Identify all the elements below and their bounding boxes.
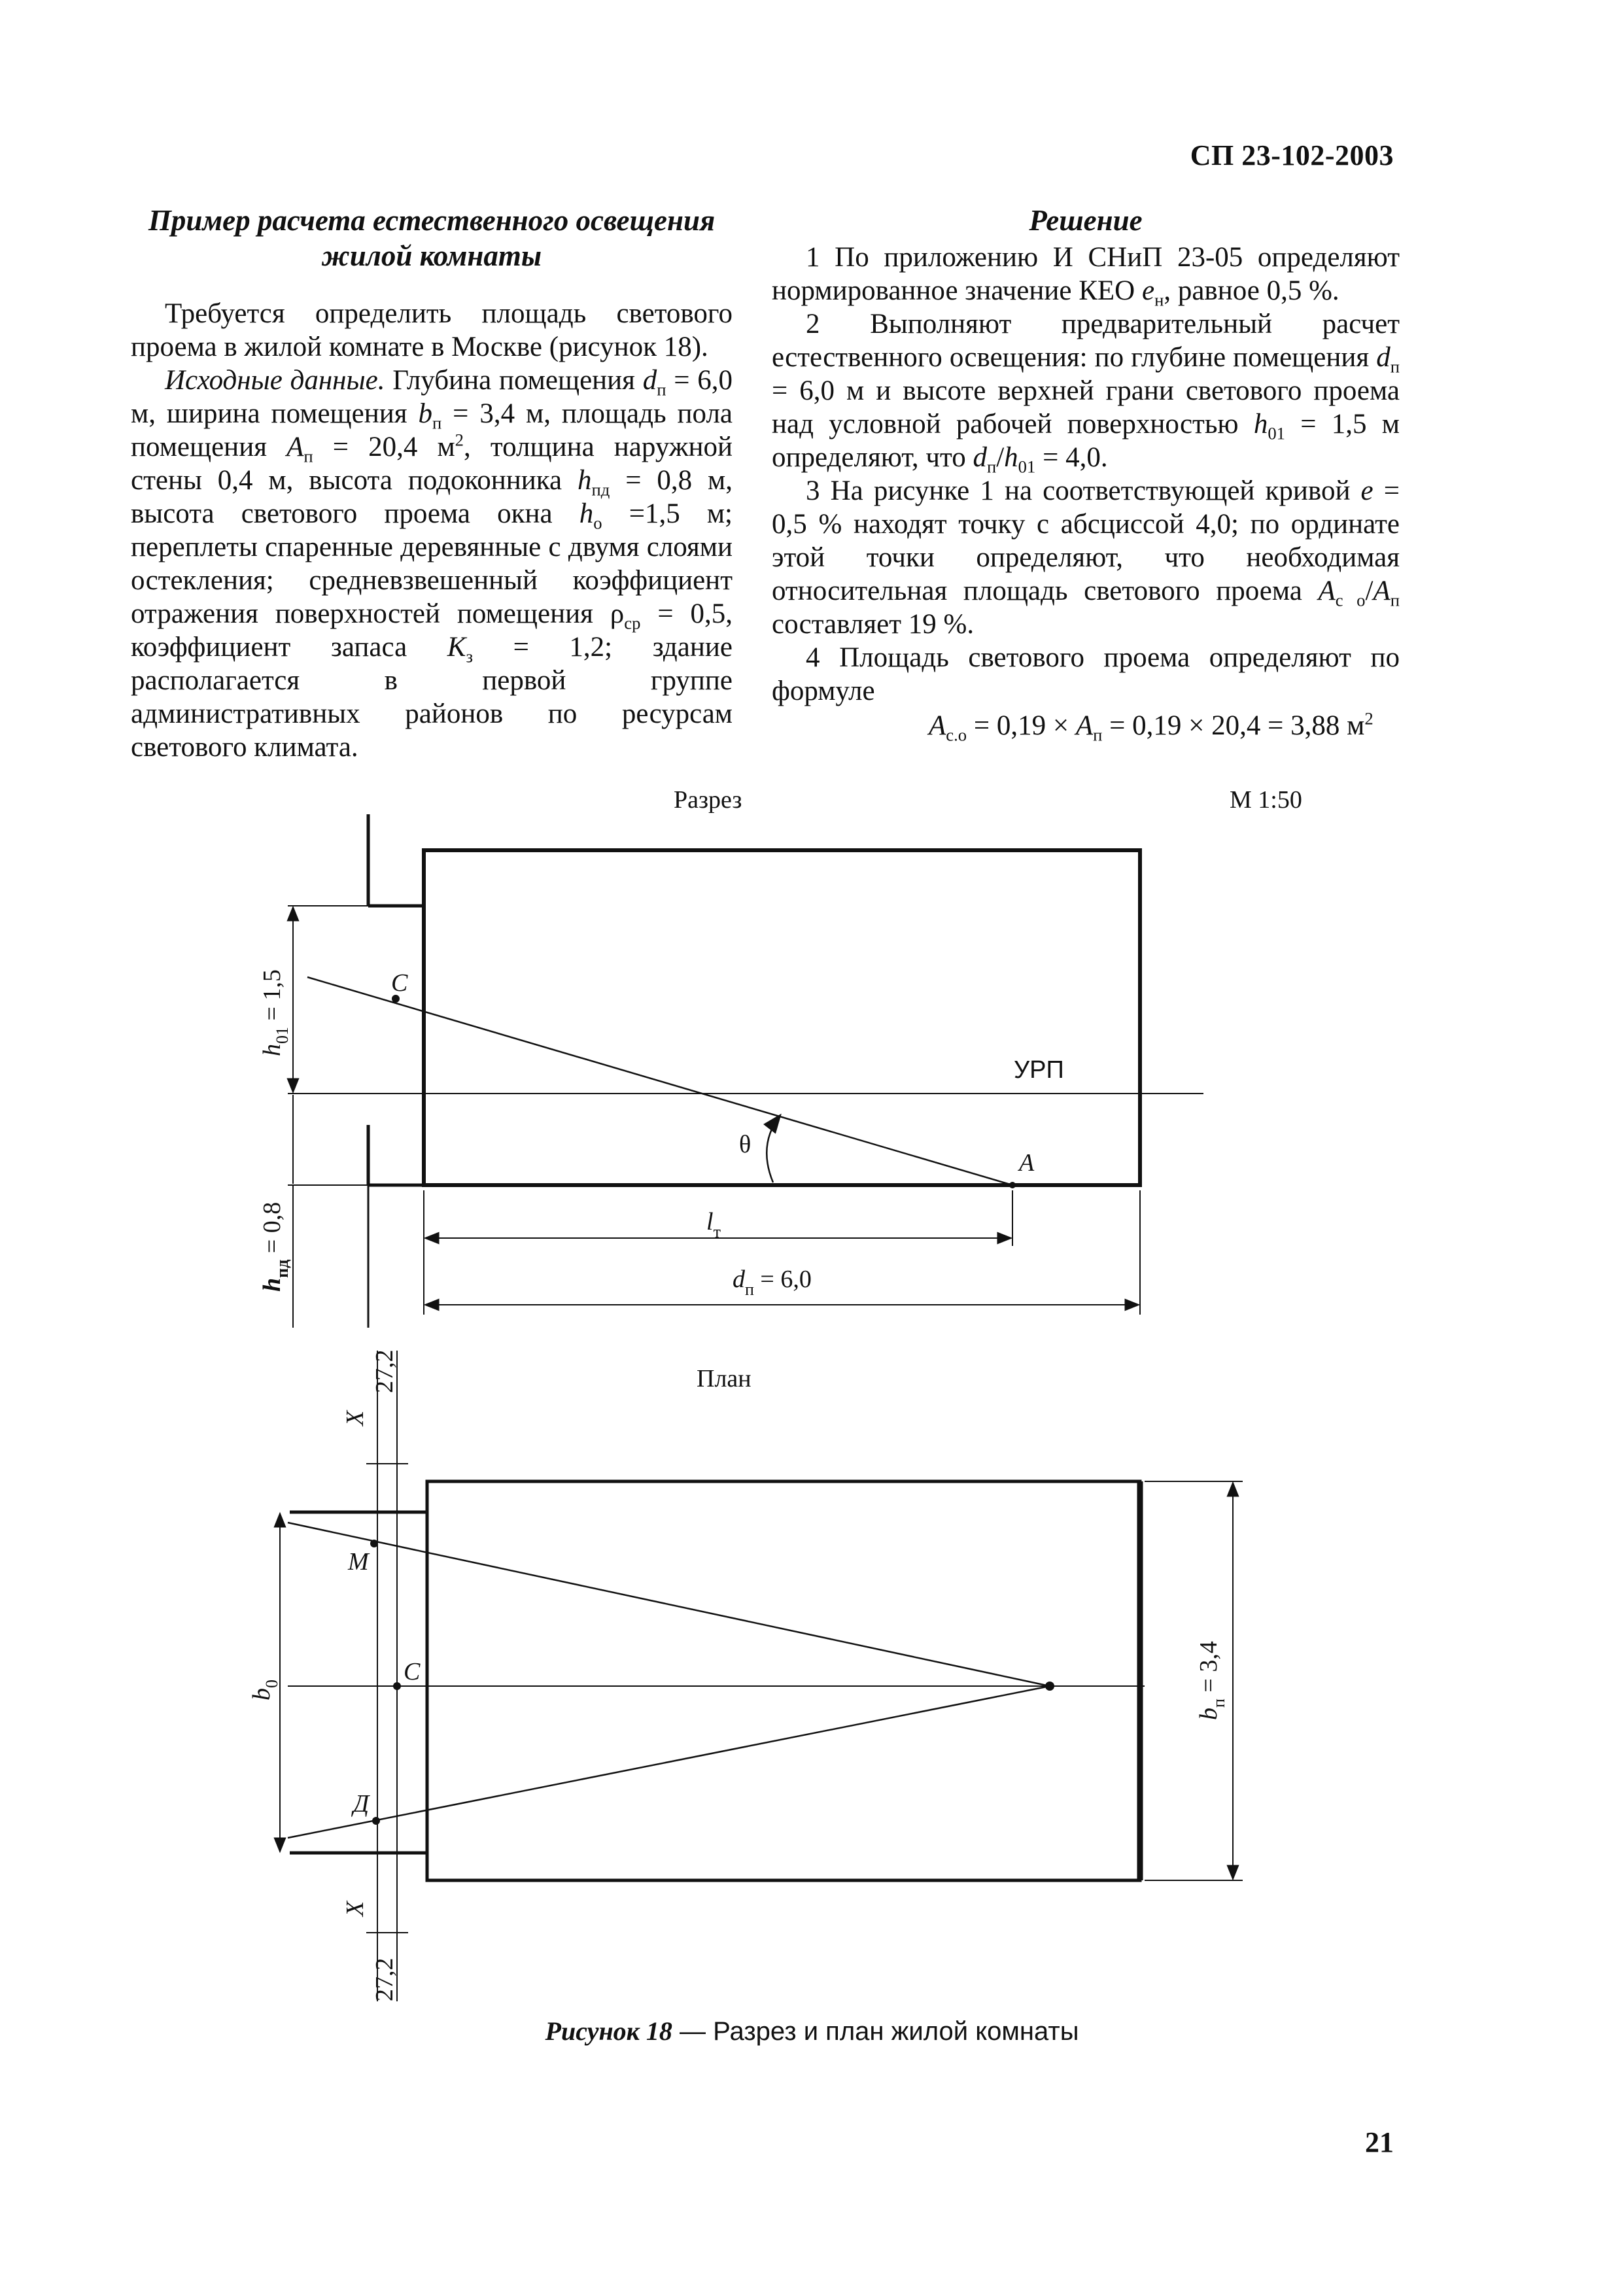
document-code: СП 23-102-2003 [1190, 139, 1394, 171]
bp-dimension [1145, 1481, 1243, 1880]
x-label-bottom: X [341, 1901, 369, 1916]
point-c2-marker [393, 1682, 401, 1690]
h01-dimension [288, 906, 368, 1328]
solution-title: Решение [1029, 204, 1143, 237]
section-wall [368, 814, 424, 1328]
section-sight-line [307, 977, 1012, 1185]
urp-label: УРП [1014, 1056, 1064, 1084]
point-m-label: М [348, 1548, 369, 1576]
bp-label: $b_п = 3,4$ [1195, 1641, 1228, 1720]
section-room-outline [424, 850, 1140, 1185]
point-c-label: С [391, 969, 408, 997]
plan-room-outline [427, 1481, 1140, 1880]
input-data-paragraph: Исходные данные. Глубина помещения $d_п = 6,0$ м, ширина помещения $b_п = 3,4$ м, площадь пола помещения $A_п = 20,4$ $м^2$, толщина наружной стены 0,4 м, высота подоконника $h_{пд} = 0,8$ м, высота светового проема окна $h_о =1,5$ м; переплеты спаренные деревянные с двумя слоями остекления; средневзвешенный коэффициент отражения поверхностей помещения $\rho_{ср} = 0,5$, коэффициент запаса $K_з = 1,2$; здание располагается в первой группе административных районов по ресурсам светового климата. [131, 365, 733, 763]
point-a-marker [1009, 1182, 1016, 1188]
h01-label: $h_{01} = 1,5$ [258, 969, 292, 1056]
plan-vertex-point [1045, 1682, 1054, 1691]
example-title: Пример расчета естественного освещения жилой комнаты [148, 204, 716, 272]
area-formula: $A_{с.о} = 0,19 \times A_п = 0,19 \times 20,4 = 3,88$ $м^2$ [929, 708, 1373, 745]
page-number: 21 [1365, 2126, 1394, 2158]
lt-dimension [424, 1190, 1140, 1315]
plan-axis-lines [366, 1351, 408, 2001]
plan-title: План [697, 1365, 752, 1392]
point-d-label: Д [353, 1790, 370, 1818]
point-m-marker [370, 1540, 378, 1547]
step-3: 3 На рисунке 1 на соответствующей кривой e = 0,5 % находят точку с абсциссой 4,0; по ординате этой точки определяют, что необходимая относительная площадь светового проема $A_{с о}/A_п$ составляет 19 %. [772, 475, 1400, 640]
plan-sight-line-bottom [288, 1686, 1050, 1838]
point-d-marker [372, 1817, 380, 1825]
figure-caption [0, 2016, 1624, 2046]
caption-label: Рисунок 18 [545, 2016, 672, 2046]
step-4: 4 Площадь светового проема определяют по формуле [772, 642, 1400, 706]
b0-label: $b_0$ [248, 1680, 281, 1700]
theta-arc [767, 1115, 780, 1182]
hpd-label: $h_{пд} = 0,8$ [258, 1201, 292, 1292]
dim-27-2-top: 27,2 [371, 1349, 398, 1393]
input-data-label: Исходные данные. [165, 365, 385, 396]
dim-27-2-bottom: 27,2 [371, 1958, 398, 2001]
task-paragraph: Требуется определить площадь светового проема в жилой комнате в Москве (рисунок 18). [131, 298, 733, 362]
theta-label: θ [739, 1131, 752, 1158]
step-1: 1 По приложению И СНиП 23-05 определяют нормированное значение КЕО $e_н$, равное 0,5 %. [772, 242, 1400, 310]
x-label-top: X [341, 1410, 369, 1426]
lt-label: $l_т$ [706, 1208, 721, 1241]
point-c2-label: С [404, 1658, 421, 1685]
section-title: Разрез [674, 786, 742, 814]
point-a-label: А [1019, 1149, 1035, 1177]
scale-label: М 1:50 [1230, 786, 1302, 814]
step-2: 2 Выполняют предварительный расчет естественного освещения: по глубине помещения $d_п = 6,0$ м и высоте верхней грани светового проема над условной рабочей поверхностью $h_{01} = 1,5$ м определяют, что $d_п/h_{01} = 4,0$. [772, 309, 1400, 477]
caption-text: — Разрез и план жилой комнаты [672, 2017, 1079, 2046]
dp-label: $d_п = 6,0$ [733, 1266, 812, 1299]
plan-sight-line-top [288, 1523, 1050, 1686]
